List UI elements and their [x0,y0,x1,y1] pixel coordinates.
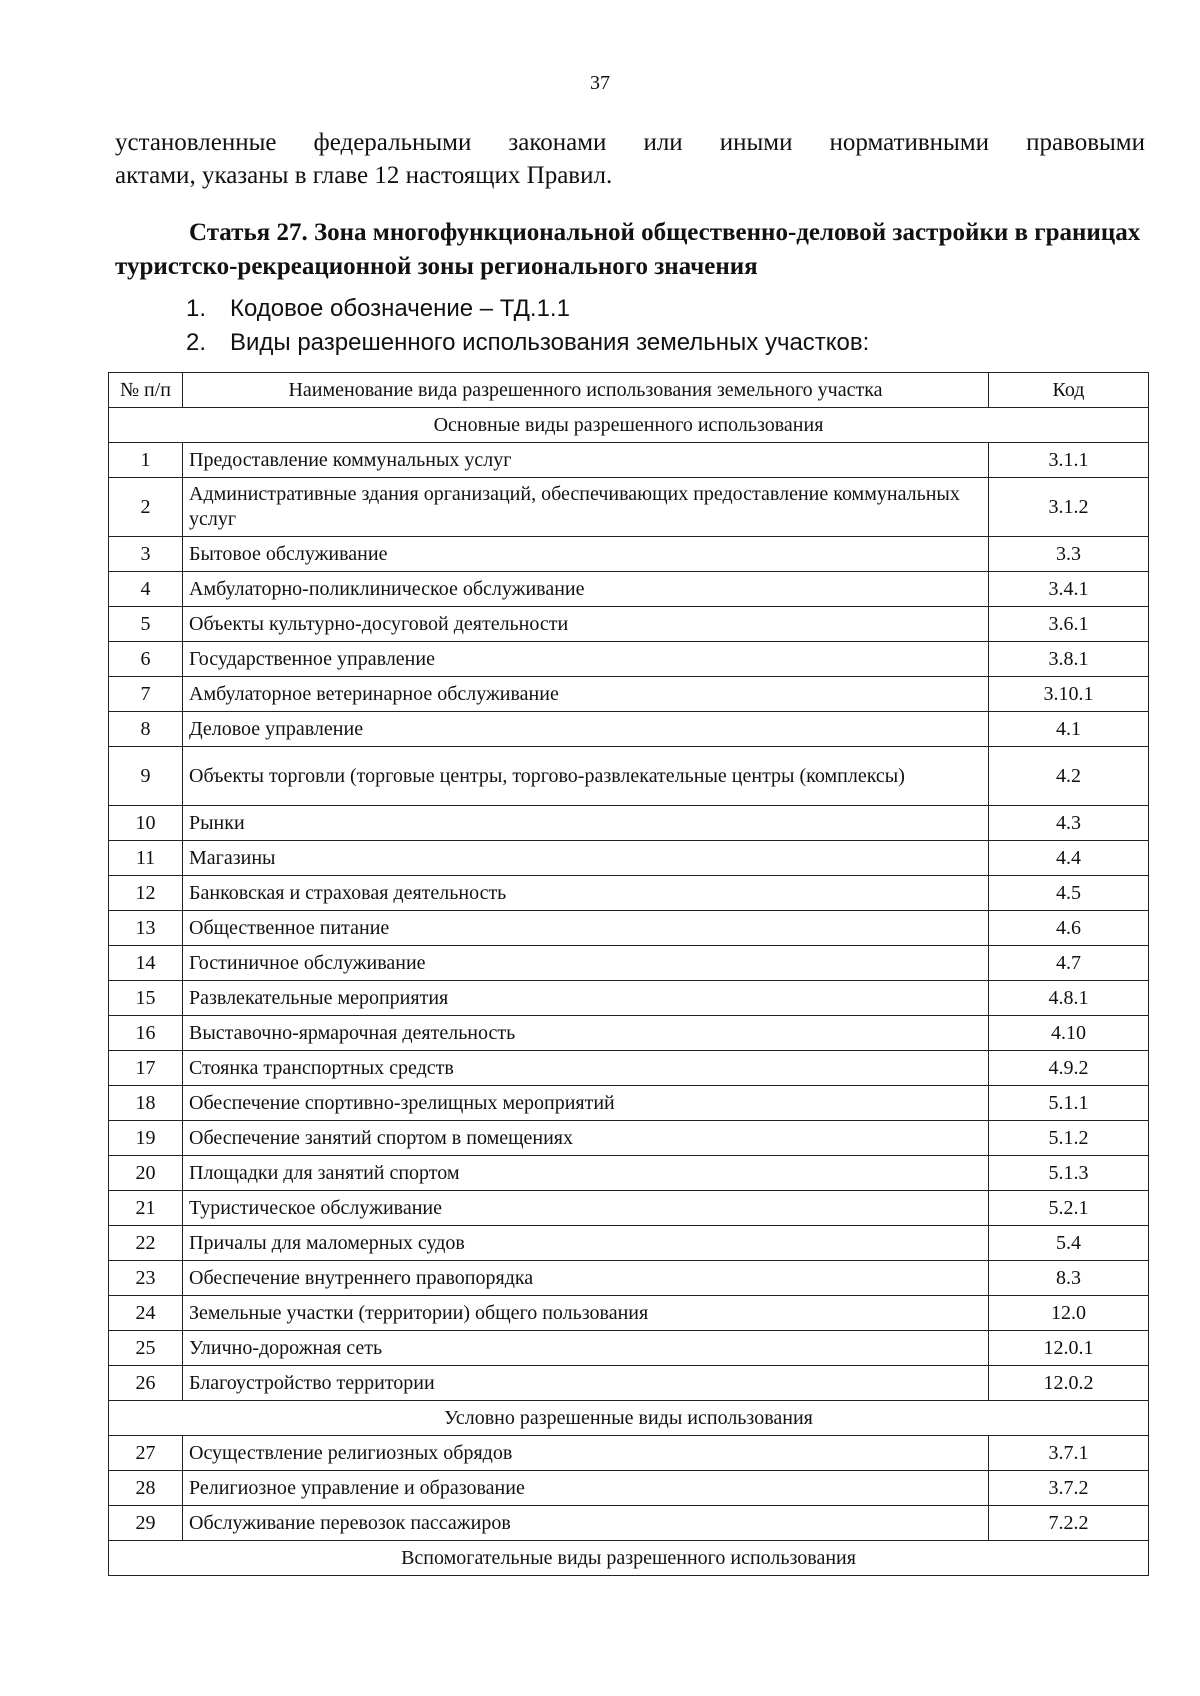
row-number: 16 [109,1016,183,1051]
row-code: 5.1.1 [989,1086,1149,1121]
land-use-table [108,372,1149,1576]
row-code: 4.5 [989,876,1149,911]
row-code: 4.4 [989,841,1149,876]
row-name: Амбулаторно-поликлиническое обслуживание [183,572,989,607]
table-row [109,1296,1149,1331]
table-row [109,1331,1149,1366]
table-row [109,747,1149,806]
row-code: 8.3 [989,1261,1149,1296]
row-number: 10 [109,806,183,841]
row-code: 12.0 [989,1296,1149,1331]
row-number: 23 [109,1261,183,1296]
row-name: Благоустройство территории [183,1366,989,1401]
row-code: 3.7.2 [989,1471,1149,1506]
row-code: 4.3 [989,806,1149,841]
table-row [109,946,1149,981]
row-number: 4 [109,572,183,607]
row-name: Стоянка транспортных средств [183,1051,989,1086]
table-row [109,1156,1149,1191]
row-number: 5 [109,607,183,642]
list-item [186,326,869,360]
row-name: Объекты торговли (торговые центры, торгово-развлекательные центры (комплексы) [183,747,989,806]
row-code: 7.2.2 [989,1506,1149,1541]
row-code: 3.10.1 [989,677,1149,712]
table-row [109,1016,1149,1051]
page-number: 37 [590,72,610,94]
table-row [109,806,1149,841]
article-title: Статья 27. Зона многофункциональной общественно-деловой застройки в границах туристско-рекреационной зоны регионального значения [115,219,1141,280]
row-code: 3.8.1 [989,642,1149,677]
section-row-main [109,408,1149,443]
table-row [109,443,1149,478]
list-item-text: Кодовое обозначение – ТД.1.1 [230,295,570,322]
row-code: 3.6.1 [989,607,1149,642]
row-number: 7 [109,677,183,712]
list-item-text: Виды разрешенного использования земельных участков: [230,329,870,356]
row-number: 13 [109,911,183,946]
row-name: Выставочно-ярмарочная деятельность [183,1016,989,1051]
table-row [109,876,1149,911]
row-code: 5.2.1 [989,1191,1149,1226]
row-name: Причалы для маломерных судов [183,1226,989,1261]
row-number: 22 [109,1226,183,1261]
row-number: 6 [109,642,183,677]
row-code: 4.7 [989,946,1149,981]
row-code: 4.6 [989,911,1149,946]
list-item-number: 2. [186,329,207,356]
row-name: Государственное управление [183,642,989,677]
row-number: 24 [109,1296,183,1331]
table-row [109,841,1149,876]
row-code: 4.8.1 [989,981,1149,1016]
row-name: Развлекательные мероприятия [183,981,989,1016]
table-row [109,1226,1149,1261]
table-row [109,1261,1149,1296]
row-name: Обслуживание перевозок пассажиров [183,1506,989,1541]
row-number: 17 [109,1051,183,1086]
row-name: Бытовое обслуживание [183,537,989,572]
row-code: 3.3 [989,537,1149,572]
row-number: 12 [109,876,183,911]
table-row [109,478,1149,537]
row-number: 11 [109,841,183,876]
row-code: 3.1.2 [989,478,1149,537]
row-number: 28 [109,1471,183,1506]
row-name: Общественное питание [183,911,989,946]
table-row [109,642,1149,677]
row-name: Улично-дорожная сеть [183,1331,989,1366]
row-code: 4.9.2 [989,1051,1149,1086]
table-header-row [109,373,1149,408]
header-code: Код [989,373,1149,408]
intro-paragraph [115,126,1145,192]
table-row [109,537,1149,572]
table-row [109,677,1149,712]
row-number: 14 [109,946,183,981]
table-row [109,1051,1149,1086]
intro-line-1: установленные федеральными законами или иными нормативными правовыми [115,129,1145,156]
row-number: 3 [109,537,183,572]
header-num: № п/п [109,373,183,408]
row-number: 25 [109,1331,183,1366]
row-name: Банковская и страховая деятельность [183,876,989,911]
row-name: Религиозное управление и образование [183,1471,989,1506]
table-row [109,1121,1149,1156]
row-code: 4.2 [989,747,1149,806]
row-code: 4.1 [989,712,1149,747]
row-code: 5.1.2 [989,1121,1149,1156]
row-number: 15 [109,981,183,1016]
row-code: 4.10 [989,1016,1149,1051]
row-name: Туристическое обслуживание [183,1191,989,1226]
numbered-list [186,292,869,360]
row-number: 21 [109,1191,183,1226]
row-code: 3.1.1 [989,443,1149,478]
row-number: 27 [109,1436,183,1471]
row-name: Объекты культурно-досуговой деятельности [183,607,989,642]
table-row [109,1191,1149,1226]
row-name: Гостиничное обслуживание [183,946,989,981]
row-name: Осуществление религиозных обрядов [183,1436,989,1471]
row-name: Земельные участки (территории) общего пользования [183,1296,989,1331]
table-row [109,572,1149,607]
list-item [186,292,869,326]
table-row [109,1436,1149,1471]
section-row-auxiliary [109,1541,1149,1576]
row-number: 8 [109,712,183,747]
section-row-conditional [109,1401,1149,1436]
section-title: Условно разрешенные виды использования [109,1401,1149,1436]
row-name: Магазины [183,841,989,876]
row-number: 20 [109,1156,183,1191]
table-row [109,911,1149,946]
row-name: Предоставление коммунальных услуг [183,443,989,478]
table-row [109,1506,1149,1541]
section-title: Вспомогательные виды разрешенного использования [109,1541,1149,1576]
row-number: 26 [109,1366,183,1401]
row-name: Площадки для занятий спортом [183,1156,989,1191]
row-code: 3.7.1 [989,1436,1149,1471]
table-row [109,981,1149,1016]
row-name: Обеспечение спортивно-зрелищных мероприятий [183,1086,989,1121]
row-code: 12.0.2 [989,1366,1149,1401]
row-name: Обеспечение занятий спортом в помещениях [183,1121,989,1156]
intro-line-2: актами, указаны в главе 12 настоящих Правил. [115,162,613,189]
row-name: Рынки [183,806,989,841]
section-title: Основные виды разрешенного использования [109,408,1149,443]
row-number: 19 [109,1121,183,1156]
table-row [109,1366,1149,1401]
row-name: Административные здания организаций, обеспечивающих предоставление коммунальных услуг [183,478,989,537]
row-name: Деловое управление [183,712,989,747]
table-row [109,1086,1149,1121]
row-name: Обеспечение внутреннего правопорядка [183,1261,989,1296]
row-number: 9 [109,747,183,806]
row-code: 5.1.3 [989,1156,1149,1191]
row-number: 1 [109,443,183,478]
row-code: 12.0.1 [989,1331,1149,1366]
table-row [109,712,1149,747]
row-code: 5.4 [989,1226,1149,1261]
list-item-number: 1. [186,295,207,322]
table-body [109,408,1149,1576]
row-name: Амбулаторное ветеринарное обслуживание [183,677,989,712]
row-number: 29 [109,1506,183,1541]
row-number: 18 [109,1086,183,1121]
table-row [109,607,1149,642]
table-row [109,1471,1149,1506]
row-code: 3.4.1 [989,572,1149,607]
row-number: 2 [109,478,183,537]
header-name: Наименование вида разрешенного использования земельного участка [183,373,989,408]
